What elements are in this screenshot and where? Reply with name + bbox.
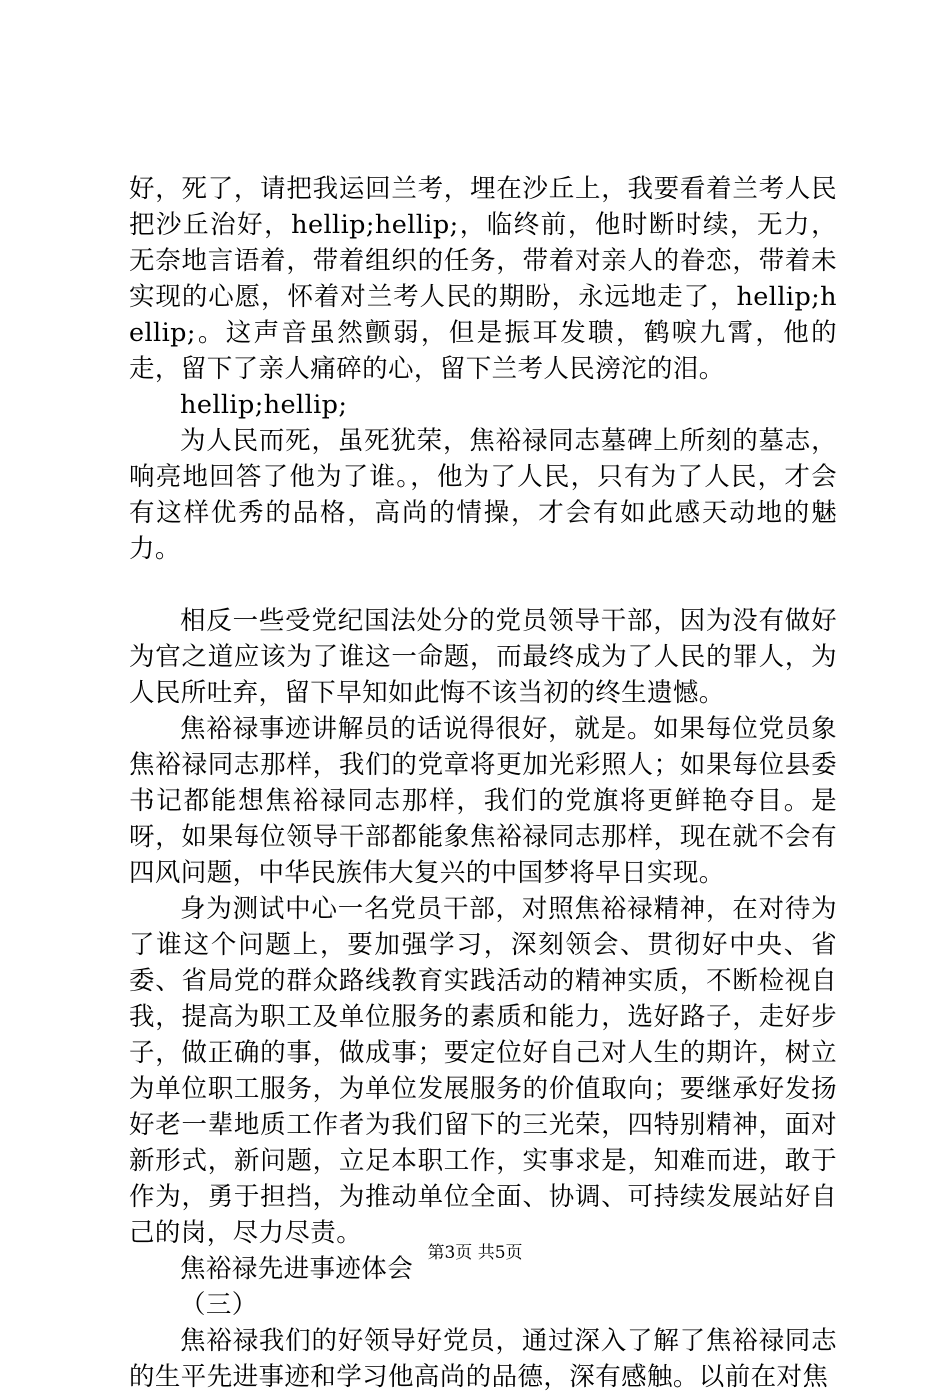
paragraph-5: 焦裕禄事迹讲解员的话说得很好，就是。如果每位党员象焦裕禄同志那样，我们的党章将更加光彩照人；如果每位县委书记都能想焦裕禄同志那样，我们的党旗将更鲜艳夺目。是呀，如果每位领导干部都能象焦裕禄同志那样，现在就不会有四风问题，中华民族伟大复兴的中国梦将早日实现。 [129,714,837,888]
document-body [129,171,837,1395]
paragraph-3: 为人民而死，虽死犹荣，焦裕禄同志墓碑上所刻的墓志，响亮地回答了他为了谁。，他为了人民，只有为了人民，才会有这样优秀的品格，高尚的情操，才会有如此感天动地的魅力。 [129,426,837,564]
page-footer: 第3页 共5页 [427,1243,523,1263]
paragraph-2: hellip;hellip; [180,390,348,420]
paragraph-1: 好，死了，请把我运回兰考，埋在沙丘上，我要看着兰考人民把沙丘治好，hellip;hellip;，临终前，他时断时续，无力，无奈地言语着，带着组织的任务，带着对亲人的眷恋，带着未实现的心愿，怀着对兰考人民的期盼，永远地走了，hellip;hellip;。这声音虽然颤弱，但是振耳发聩，鹤唳九霄，他的走，留下了亲人痛碎的心，留下兰考人民滂沱的泪。 [129,174,837,384]
section-number: （三） [180,1290,258,1320]
paragraph-6: 身为测试中心一名党员干部，对照焦裕禄精神，在对待为了谁这个问题上，要加强学习，深刻领会、贯彻好中央、省委、省局党的群众路线教育实践活动的精神实质，不断检视自我，提高为职工及单位服务的素质和能力，选好路子，走好步子，做正确的事，做成事；要定位好自己对人生的期许，树立为单位职工服务，为单位发展服务的价值取向；要继承好发扬好老一辈地质工作者为我们留下的三光荣，四特别精神，面对新形式，新问题，立足本职工作，实事求是，知难而进，敢于作为，勇于担挡，为推动单位全面、协调、可持续发展站好自己的岗，尽力尽责。 [129,894,837,1248]
paragraph-4: 相反一些受党纪国法处分的党员领导干部，因为没有做好为官之道应该为了谁这一命题，而最终成为了人民的罪人，为人民所吐弃，留下早知如此悔不该当初的终生遗憾。 [129,606,837,708]
section-heading: 焦裕禄先进事迹体会 [180,1254,414,1284]
paragraph-7: 焦裕禄我们的好领导好党员，通过深入了解了焦裕禄同志的生平先进事迹和学习他高尚的品德，深有感触。以前在对焦 [129,1326,837,1392]
